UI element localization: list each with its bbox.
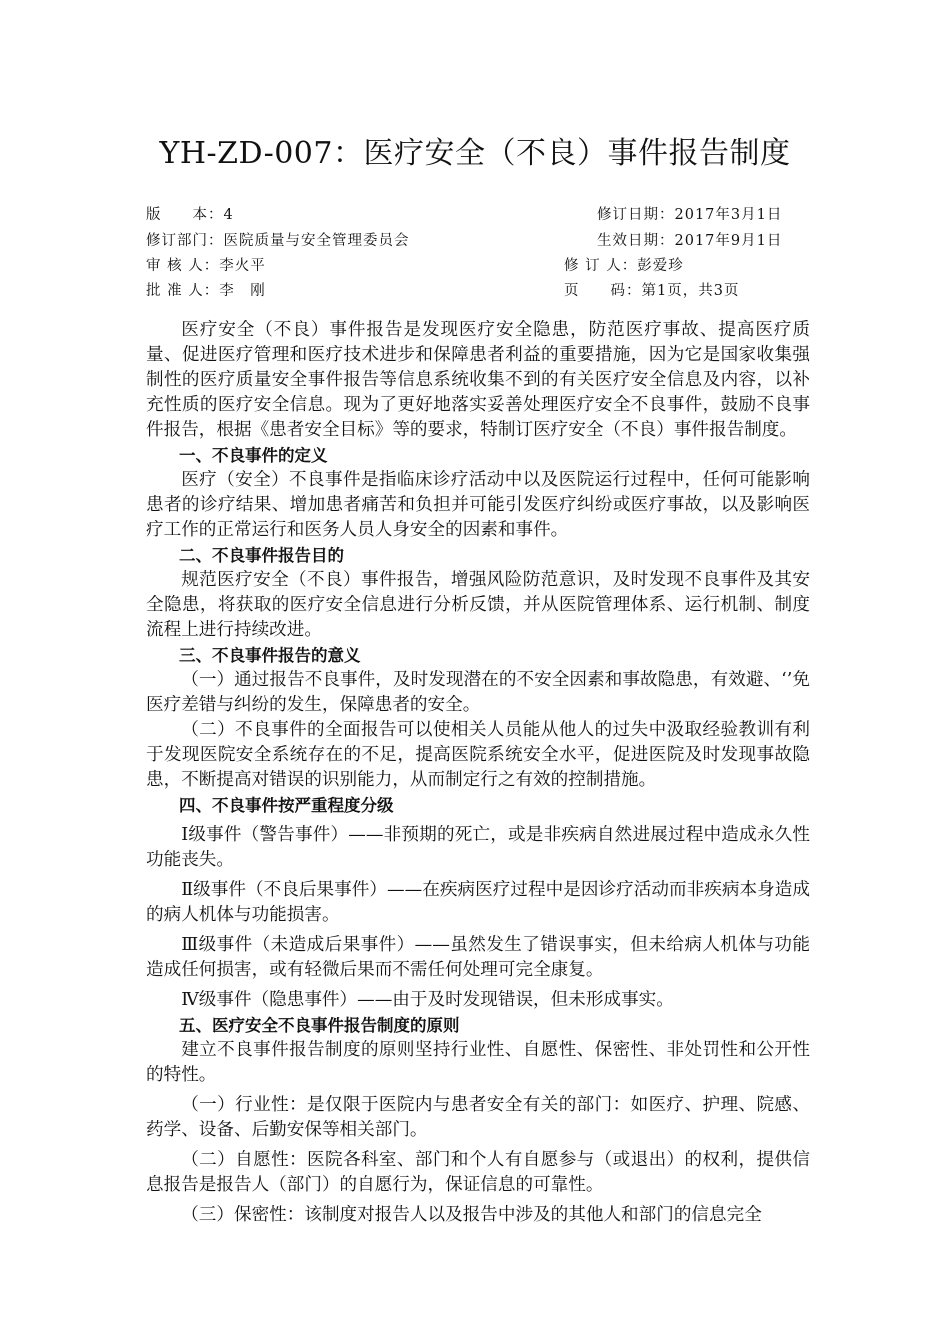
document-title: YH-ZD-007：医疗安全（不良）事件报告制度 bbox=[159, 136, 791, 171]
meta-reviser: 修 订 人：彭爱珍 bbox=[564, 258, 684, 274]
paragraph: 医疗（安全）不良事件是指临床诊疗活动中以及医院运行过程中，任何可能影响患者的诊疗结果、增加患者痛苦和负担并可能引发医疗纠纷或医疗事故，以及影响医疗工作的正常运行和医务人员人身安全的因素和事件。 bbox=[146, 470, 810, 540]
section-heading-4: 四、不良事件按严重程度分级 bbox=[179, 796, 394, 815]
paragraph: （三）保密性：该制度对报告人以及报告中涉及的其他人和部门的信息完全 bbox=[181, 1205, 762, 1225]
section-heading-1: 一、不良事件的定义 bbox=[179, 446, 328, 465]
section-heading-2: 二、不良事件报告目的 bbox=[179, 546, 344, 565]
section-heading-5: 五、医疗安全不良事件报告制度的原则 bbox=[179, 1016, 460, 1035]
paragraph: 规范医疗安全（不良）事件报告，增强风险防范意识，及时发现不良事件及其安全隐患，将获取的医疗安全信息进行分析反馈，并从医院管理体系、运行机制、制度流程上进行持续改进。 bbox=[146, 570, 810, 640]
section-heading-3: 三、不良事件报告的意义 bbox=[179, 646, 361, 665]
meta-version: 版 本：4 bbox=[146, 207, 234, 223]
meta-revise-date: 修订日期：2017年3月1日 bbox=[597, 207, 783, 223]
meta-approver: 批 准 人：李 刚 bbox=[146, 283, 266, 299]
document-body bbox=[146, 318, 810, 1228]
meta-reviewer: 审 核 人：李火平 bbox=[146, 258, 266, 274]
meta-effective-date: 生效日期：2017年9月1日 bbox=[597, 233, 783, 249]
paragraph: 建立不良事件报告制度的原则坚持行业性、自愿性、保密性、非处罚性和公开性的特性。 bbox=[146, 1040, 810, 1085]
intro-paragraph: 医疗安全（不良）事件报告是发现医疗安全隐患，防范医疗事故、提高医疗质量、促进医疗管理和医疗技术进步和保障患者利益的重要措施，因为它是国家收集强制性的医疗质量安全事件报告等信息系统收集不到的有关医疗安全信息及内容，以补充性质的医疗安全信息。现为了更好地落实妥善处理医疗安全不良事件，鼓励不良事件报告，根据《患者安全目标》等的要求，特制订医疗安全（不良）事件报告制度。 bbox=[146, 320, 810, 440]
paragraph: Ⅳ级事件（隐患事件）——由于及时发现错误，但未形成事实。 bbox=[181, 990, 674, 1010]
paragraph: Ⅲ级事件（未造成后果事件）——虽然发生了错误事实，但未给病人机体与功能造成任何损害，或有轻微后果而不需任何处理可完全康复。 bbox=[146, 935, 810, 980]
paragraph: Ⅰ级事件（警告事件）——非预期的死亡，或是非疾病自然进展过程中造成永久性功能丧失。 bbox=[146, 825, 810, 870]
meta-page: 页 码：第1页，共3页 bbox=[564, 283, 740, 299]
paragraph: （二）自愿性：医院各科室、部门和个人有自愿参与（或退出）的权利，提供信息报告是报告人（部门）的自愿行为，保证信息的可靠性。 bbox=[146, 1150, 810, 1195]
paragraph: （二）不良事件的全面报告可以使相关人员能从他人的过失中汲取经验教训有利于发现医院安全系统存在的不足，提高医院系统安全水平，促进医院及时发现事故隐患，不断提高对错误的识别能力，从而制定行之有效的控制措施。 bbox=[146, 720, 810, 790]
paragraph: Ⅱ级事件（不良后果事件）——在疾病医疗过程中是因诊疗活动而非疾病本身造成的病人机体与功能损害。 bbox=[146, 880, 810, 925]
paragraph: （一）行业性：是仅限于医院内与患者安全有关的部门：如医疗、护理、院感、药学、设备、后勤安保等相关部门。 bbox=[146, 1095, 810, 1140]
meta-dept: 修订部门：医院质量与安全管理委员会 bbox=[146, 233, 410, 249]
paragraph: （一）通过报告不良事件，及时发现潜在的不安全因素和事故隐患，有效避、‘’免医疗差错与纠纷的发生，保障患者的安全。 bbox=[146, 670, 810, 715]
